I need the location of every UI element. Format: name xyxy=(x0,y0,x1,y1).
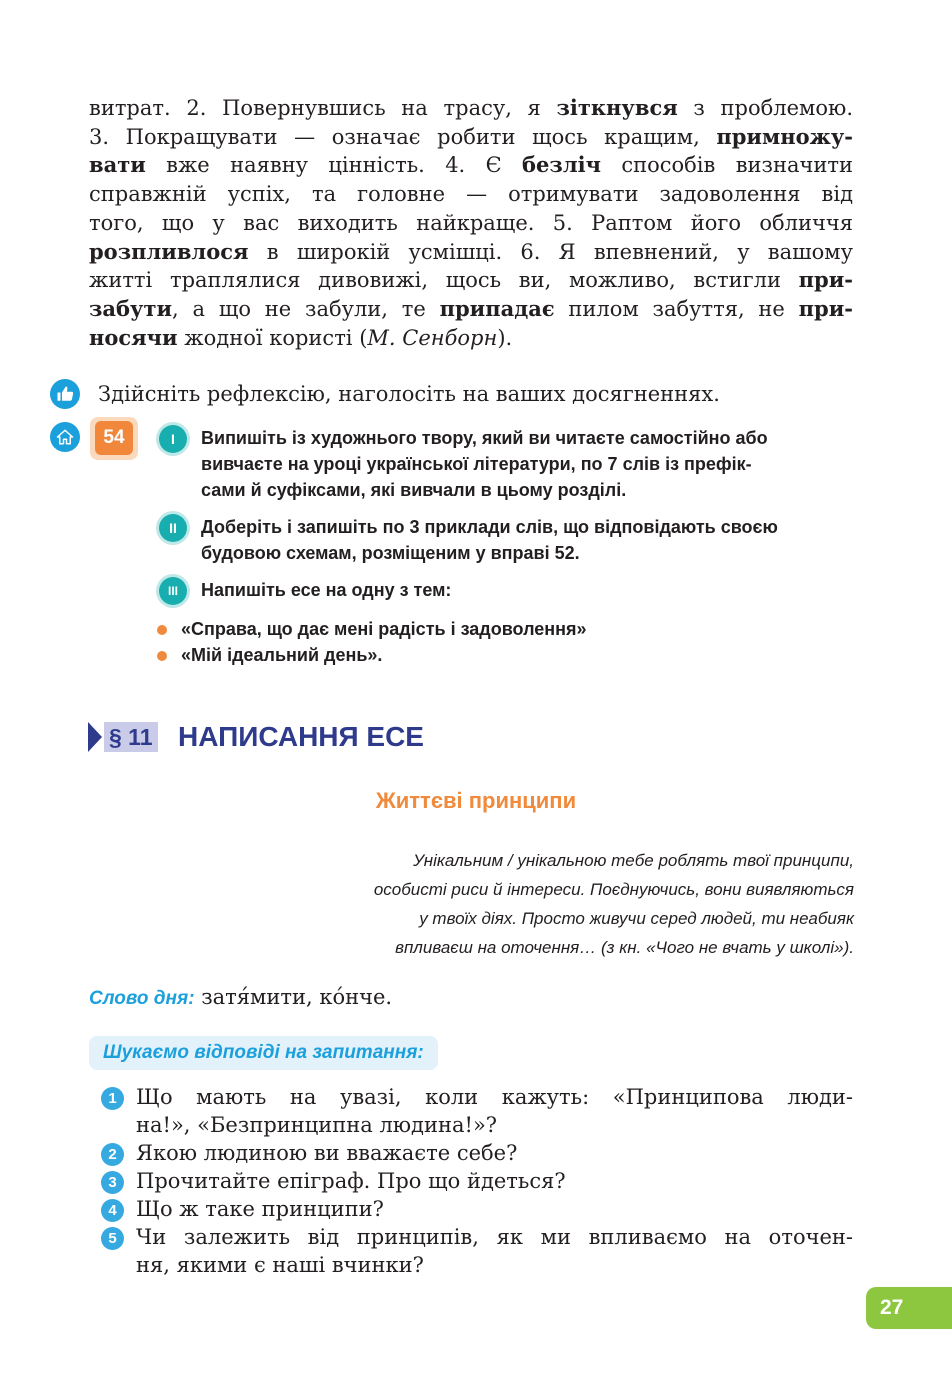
word-of-day-words: затя́мити, ко́нче. xyxy=(194,985,393,1009)
page-number: 27 xyxy=(866,1287,952,1329)
question-number: 1 xyxy=(101,1087,124,1110)
question-text: Що ж таке принципи? xyxy=(136,1197,384,1221)
lesson-subtitle: Життєві принципи xyxy=(375,788,577,813)
text-line: того, що у вас виходить найкраще. 5. Раптом його обличчя xyxy=(89,210,853,235)
question-text: Що мають на увазі, коли кажуть: «Принципова люди- на!», «Безпринципна людина!»? xyxy=(136,1085,853,1137)
bullet-icon xyxy=(157,651,167,661)
text-line: вати вже наявну цінність. 4. Є безліч способів визначити xyxy=(89,152,853,178)
question-number: 3 xyxy=(101,1171,124,1194)
question-number: 5 xyxy=(101,1227,124,1250)
text-line: 3. Покращувати — означає робити щось кращим, примножу- xyxy=(89,123,853,149)
text-line: житті траплялися дивовижі, щось ви, можливо, встигли при- xyxy=(89,267,853,293)
text-line: носячи жодної користі (М. Сенборн). xyxy=(89,324,513,350)
question-number: 4 xyxy=(101,1199,124,1222)
text-line: розпливлося в широкій усмішці. 6. Я впевнений, у вашому xyxy=(89,238,853,264)
question-number: 2 xyxy=(101,1143,124,1166)
text-line: витрат. 2. Повернувшись на трасу, я зіткнувся з проблемою. xyxy=(89,95,853,120)
essay-topic: «Мій ідеальний день». xyxy=(181,645,383,665)
section-number: § 11 xyxy=(104,722,158,752)
task-level-badge: II xyxy=(159,514,187,542)
epigraph: Унікальним / унікальною тебе роблять твої принципи, особисті риси й інтереси. Поєднуючись, вони виявляються у твоїх діях. Просто живучи серед людей, ти неабияк впливаєш на оточення… (з кн. «Чого не вчать у школі»). xyxy=(373,851,854,957)
text-line: забути, а що не забули, те припадає пилом забуття, не при- xyxy=(89,295,853,321)
bullet-icon xyxy=(157,625,167,635)
word-of-day xyxy=(89,985,392,1010)
home-icon xyxy=(50,422,80,452)
section-marker-icon xyxy=(88,722,102,752)
exercise-number: 54 xyxy=(95,421,133,455)
section-title: НАПИСАННЯ ЕСЕ xyxy=(178,721,424,752)
exercise-number-badge xyxy=(90,417,138,460)
task-level-badge: I xyxy=(159,425,187,453)
question-text: Якою людиною ви вважаєте себе? xyxy=(136,1141,518,1165)
exercise-text xyxy=(89,94,853,352)
text-line: справжній успіх, та головне — отримувати задоволення від xyxy=(89,182,853,207)
question-text: Чи залежить від принципів, як ми впливаємо на оточен- ня, якими є наші вчинки? xyxy=(136,1225,853,1277)
essay-topic: «Справа, що дає мені радість і задоволення» xyxy=(181,619,587,639)
task-level-badge: III xyxy=(159,577,187,605)
reflection-text: Здійсніть рефлексію, наголосіть на ваших досягненнях. xyxy=(98,382,720,406)
task-text: Випишіть із художнього твору, який ви читаєте самостійно або вивчаєте на уроці української літератури, по 7 слів із префік- сами й суфіксами, які вивчали в цьому розділі. xyxy=(201,428,768,500)
word-of-day-label: Слово дня: xyxy=(89,988,195,1009)
task-text: Напишіть есе на одну з тем: xyxy=(201,580,452,600)
question-text: Прочитайте епіграф. Про що йдеться? xyxy=(136,1169,566,1193)
questions-header: Шукаємо відповіді на запитання: xyxy=(89,1036,438,1070)
thumbs-up-icon xyxy=(50,379,80,409)
task-text: Доберіть і запишіть по 3 приклади слів, що відповідають своєю будовою схемам, розміщеним у вправі 52. xyxy=(201,517,778,563)
